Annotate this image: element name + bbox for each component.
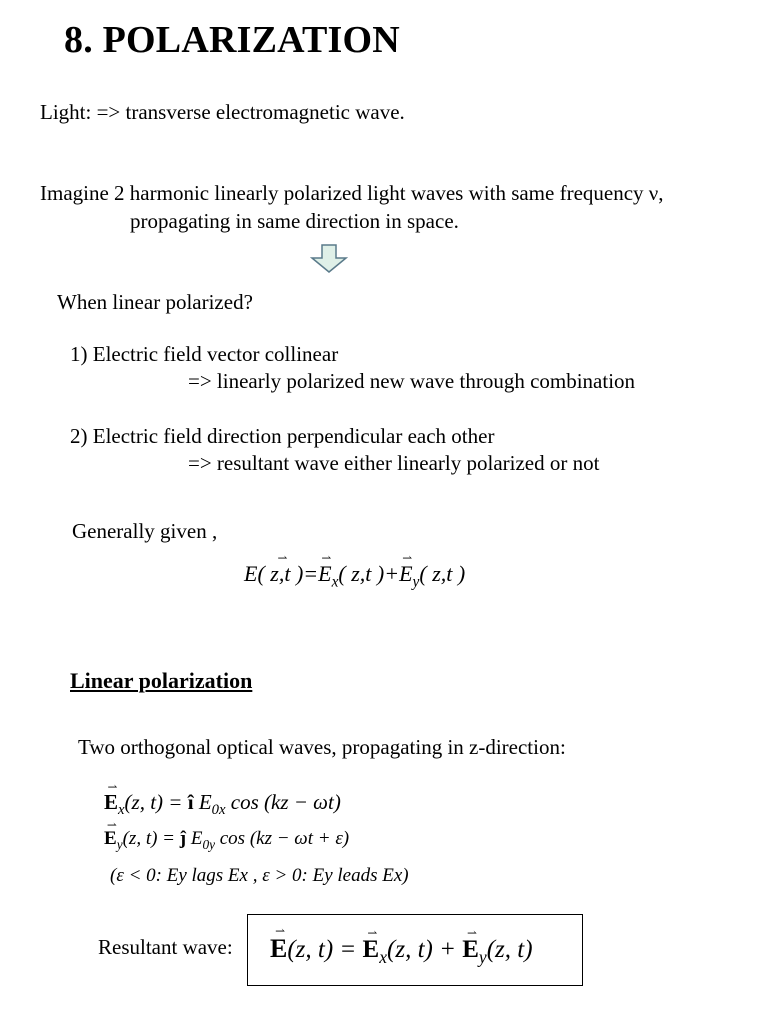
ey-sub: y — [116, 836, 123, 852]
resultant-label: Resultant wave: — [98, 935, 233, 959]
resultant-equation: ⇀ E(z, t) = ⇀ $E_x(z$, t) + ⇀ $E_y(z$, t) — [270, 924, 533, 967]
ex-amp-sub: 0x — [211, 802, 226, 819]
ex-equation: ⇀ $E_x(z$, t) = î $E_{0x}$ cos (kz − ωt) — [104, 780, 341, 819]
general-eq-ey-sub: y — [412, 573, 420, 591]
orthogonal-text: Two orthogonal optical waves, propagating in z-direction: — [78, 735, 566, 759]
ey-unit: ĵ — [179, 828, 187, 849]
ey-vec: E — [104, 828, 117, 849]
case-1-result: => linearly polarized new wave through combination — [188, 369, 636, 393]
general-eq-ex-sub: x — [331, 573, 339, 591]
ey-rest: cos (kz − ωt + ε) — [215, 828, 350, 849]
imagine-line-2: propagating in same direction in space. — [130, 209, 459, 233]
case-2-label: 2) Electric field direction perpendicular each other — [70, 424, 495, 448]
general-eq-ex-args: ( z,t )+ — [338, 561, 400, 586]
general-eq-ex: E — [318, 561, 332, 586]
general-equation: ⇀ E( z,t )= ⇀ $E_x$( z,t )+ ⇀ $E_y$( z,t ) — [244, 551, 466, 591]
ey-mid: (z, t) = — [122, 828, 180, 849]
page-title: 8. POLARIZATION — [64, 19, 400, 61]
ex-unit: î — [187, 790, 194, 814]
ex-mid: (z, t) = — [124, 790, 188, 814]
down-arrow-icon — [310, 244, 348, 274]
imagine-line-1: Imagine 2 harmonic linearly polarized light waves with same frequency ν, — [40, 181, 664, 205]
case-2-result: => resultant wave either linearly polarized or not — [188, 451, 600, 475]
case-1-label: 1) Electric field vector collinear — [70, 342, 339, 366]
ey-amp-sub: 0y — [202, 836, 215, 852]
general-eq-ey-args: ( z,t ) — [419, 561, 466, 586]
ex-sub: x — [118, 802, 125, 819]
question-text: When linear polarized? — [57, 290, 253, 314]
ex-vec: E — [104, 790, 119, 814]
ey-equation: ⇀ $E_y(z$, t) = ĵ $E_{0y}$ cos (kz − ωt + ε) — [104, 818, 350, 852]
general-eq-lhs: E( z,t )= — [244, 561, 319, 586]
vector-e: ⇀ E( z,t )= — [244, 551, 319, 586]
section-heading: Linear polarization — [70, 668, 253, 693]
ey-amp: E — [190, 828, 203, 849]
general-eq-ey: E — [399, 561, 413, 586]
ex-amp: E — [198, 790, 212, 814]
light-line: Light: => transverse electromagnetic wave. — [40, 100, 405, 124]
generally-text: Generally given , — [72, 519, 218, 543]
ex-rest: cos (kz − ωt) — [225, 790, 341, 814]
phase-note: (ε < 0: Ey lags Ex , ε > 0: Ey leads Ex) — [110, 865, 409, 886]
